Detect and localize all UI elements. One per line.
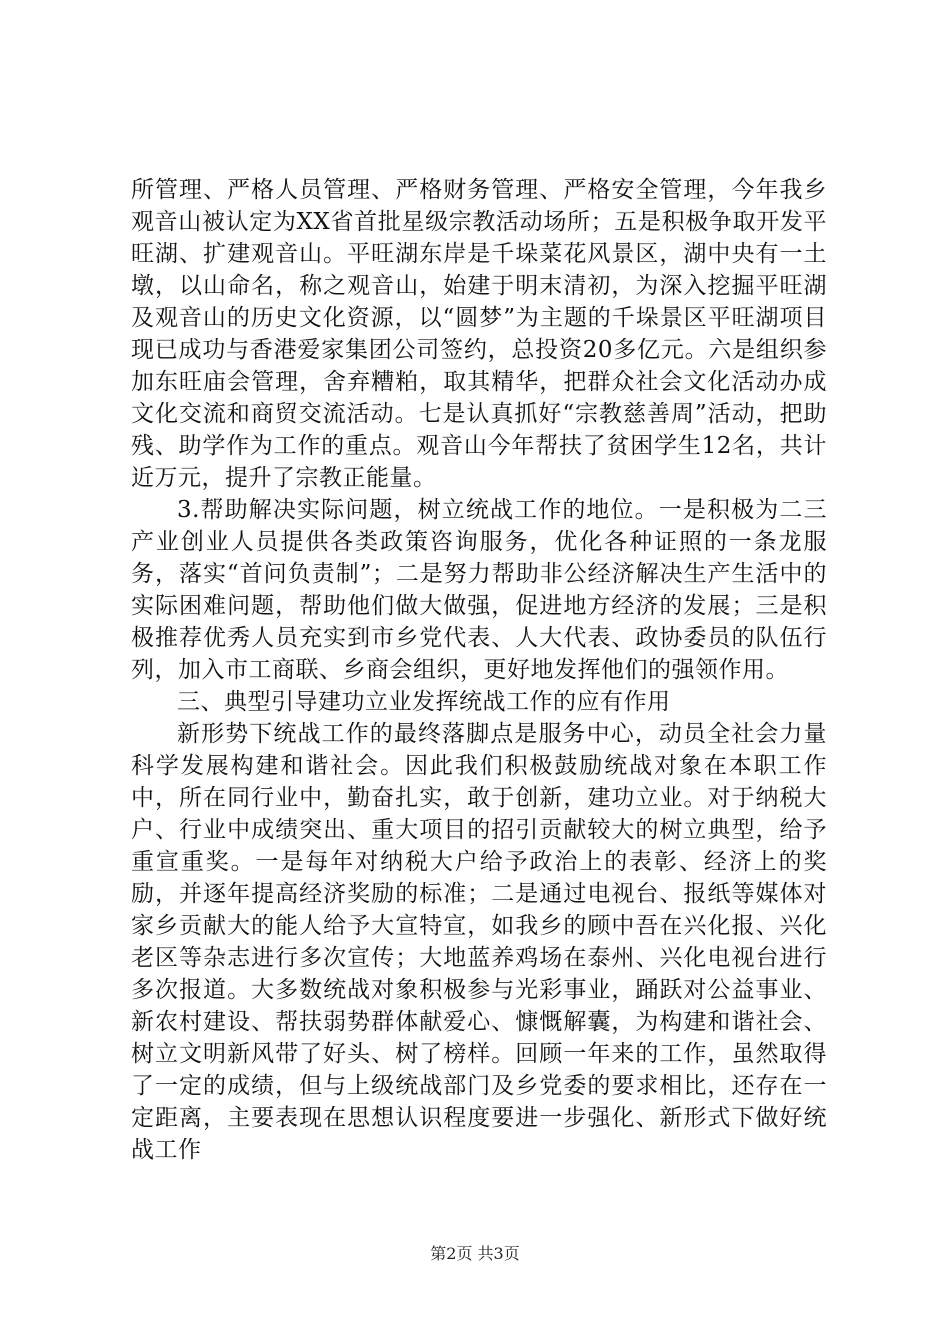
body-paragraph: 新形势下统战工作的最终落脚点是服务中心，动员全社会力量科学发展构建和谐社会。因此我们积极鼓励统战对象在本职工作中，所在同行业中，勤奋扎实，敢于创新，建功立业。对于纳税大户、行业中成绩突出、重大项目的招引贡献较大的树立典型，给予重宣重奖。一是每年对纳税大户给予政治上的表彰、经济上的奖励，并逐年提高经济奖励的标准；二是通过电视台、报纸等媒体对家乡贡献大的能人给予大宣特宣，如我乡的顾中吾在兴化报、兴化老区等杂志进行多次宣传；大地蓝养鸡场在泰州、兴化电视台进行多次报道。大多数统战对象积极参与光彩事业，踊跃对公益事业、新农村建设、帮扶弱势群体献爱心、慷慨解囊，为构建和谐社会、树立文明新风带了好头、树了榜样。回顾一年来的工作，虽然取得了一定的成绩，但与上级统战部门及乡党委的要求相比，还存在一定距离，主要表现在思想认识程度要进一步强化、新形式下做好统战工作	[131, 721, 827, 1163]
document-body	[131, 174, 827, 1166]
body-paragraph: 3.帮助解决实际问题，树立统战工作的地位。一是积极为二三产业创业人员提供各类政策咨询服务，优化各种证照的一条龙服务，落实“首问负责制”；二是努力帮助非公经济解决生产生活中的实际困难问题，帮助他们做大做强，促进地方经济的发展；三是积极推荐优秀人员充实到市乡党代表、人大代表、政协委员的队伍行列，加入市工商联、乡商会组织，更好地发挥他们的强领作用。	[131, 497, 827, 683]
section-heading: 三、典型引导建功立业发挥统战工作的应有作用	[177, 689, 671, 715]
body-paragraph: 所管理、严格人员管理、严格财务管理、严格安全管理，今年我乡观音山被认定为XX省首批星级宗教活动场所；五是积极争取开发平旺湖、扩建观音山。平旺湖东岸是千垛菜花风景区，湖中央有一土墩，以山命名，称之观音山，始建于明末清初，为深入挖掘平旺湖及观音山的历史文化资源，以“圆梦”为主题的千垛景区平旺湖项目现已成功与香港爱家集团公司签约，总投资20多亿元。六是组织参加东旺庙会管理，舍弃糟粕，取其精华，把群众社会文化活动办成文化交流和商贸交流活动。七是认真抓好“宗教慈善周”活动，把助残、助学作为工作的重点。观音山今年帮扶了贫困学生12名，共计近万元，提升了宗教正能量。	[131, 177, 827, 491]
page-number-footer: 第2页 共3页	[430, 1244, 520, 1263]
